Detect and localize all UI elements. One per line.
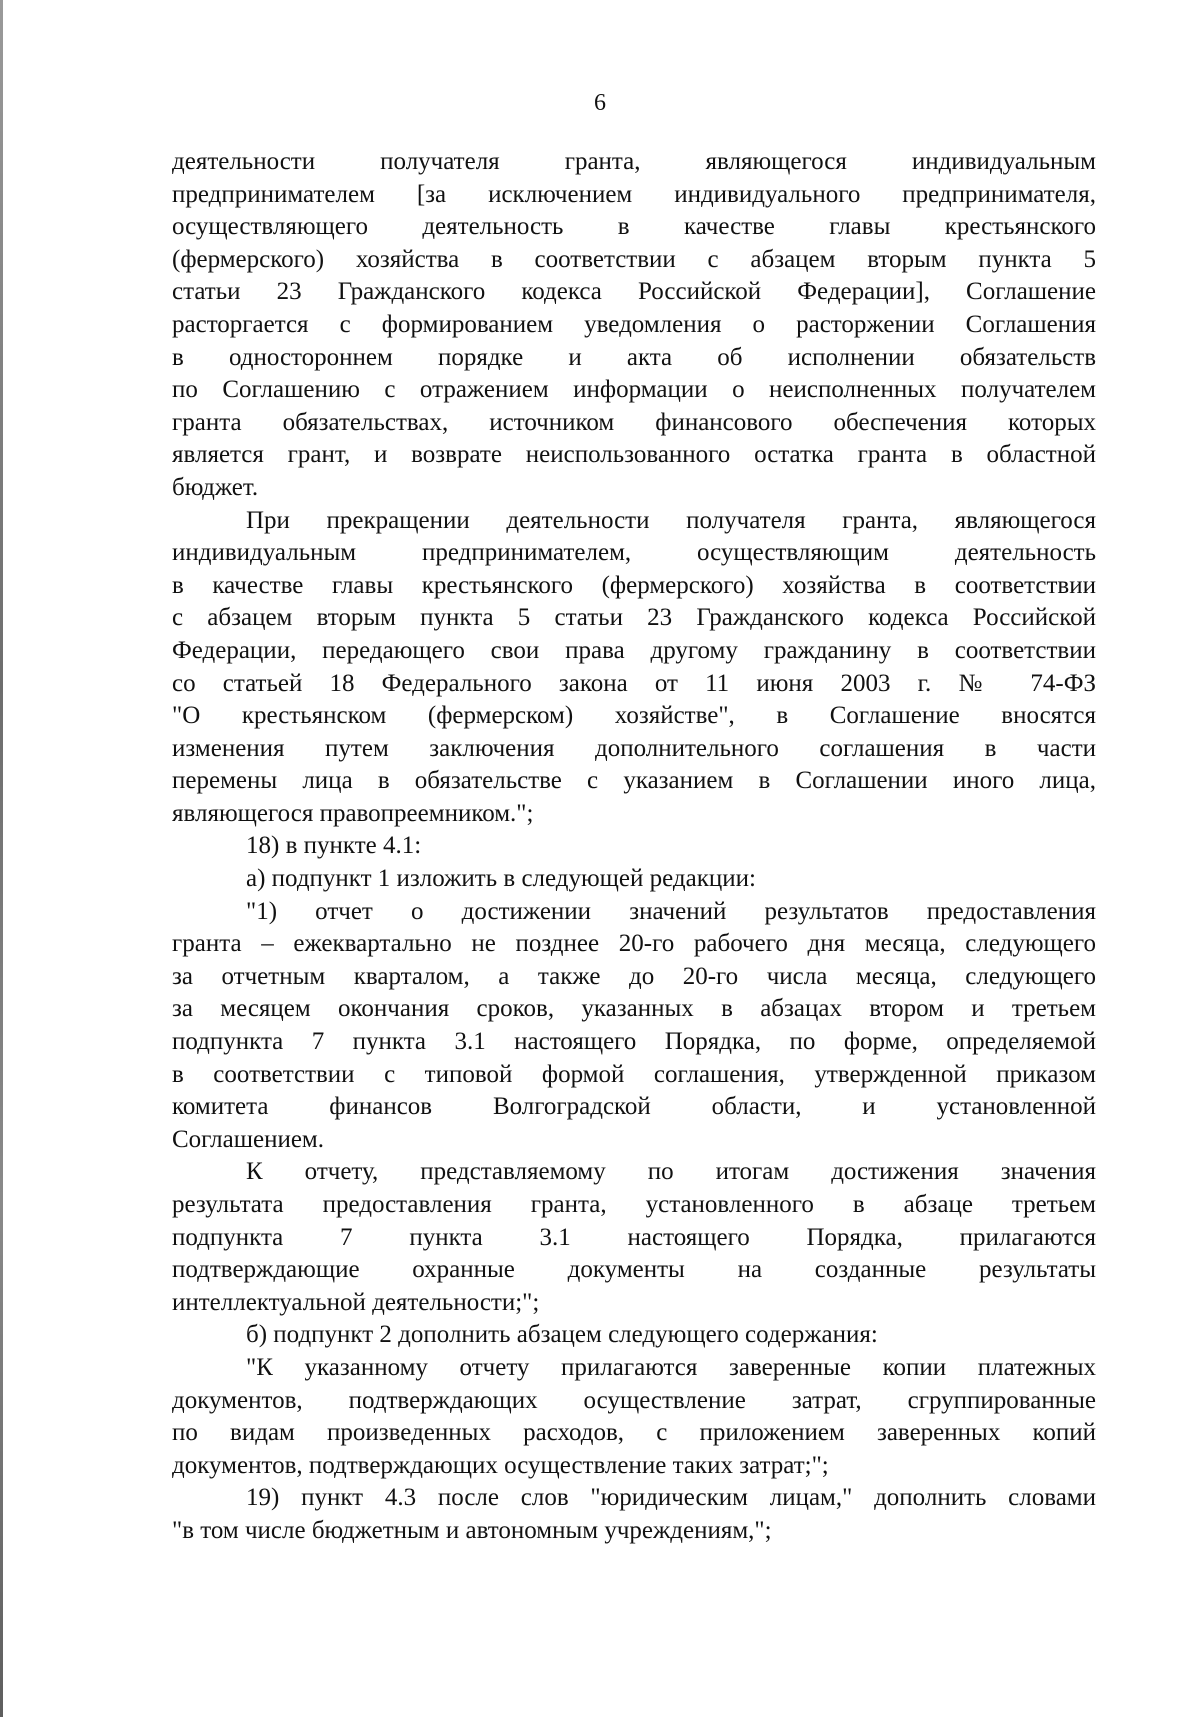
text-line: документов, подтверждающих осуществление таких затрат;"; [172, 1451, 829, 1479]
text-line: Федерации, передающего свои права другому гражданину в соответствии [172, 636, 1096, 664]
text-line: "К указанному отчету прилагаются заверенные копии платежных [246, 1353, 1096, 1381]
text-line: гранта – ежеквартально не позднее 20-го рабочего дня месяца, следующего [172, 930, 1096, 958]
text-line: документов, подтверждающих осуществление затрат, сгруппированные [172, 1386, 1096, 1414]
text-line: с абзацем вторым пункта 5 статьи 23 Гражданского кодекса Российской [172, 604, 1096, 632]
text-line: 19) пункт 4.3 после слов "юридическим лицам," дополнить словами [246, 1484, 1096, 1512]
text-line: статьи 23 Гражданского кодекса Российской Федерации], Соглашение [172, 278, 1096, 306]
text-line: предпринимателем [за исключением индивидуального предпринимателя, [172, 180, 1096, 208]
text-line: подпункта 7 пункта 3.1 настоящего Порядка, по форме, определяемой [172, 1028, 1096, 1056]
text-line: деятельности получателя гранта, являющегося индивидуальным [172, 148, 1096, 175]
text-line: К отчету, представляемому по итогам достижения значения [246, 1158, 1096, 1186]
text-line: по Соглашению с отражением информации о неисполненных получателем [172, 376, 1096, 404]
text-line: в качестве главы крестьянского (фермерского) хозяйства в соответствии [172, 571, 1096, 599]
text-line: "в том числе бюджетным и автономным учреждениям,"; [172, 1516, 772, 1544]
text-line: в одностороннем порядке и акта об исполнении обязательств [172, 343, 1096, 371]
text-line: (фермерского) хозяйства в соответствии с абзацем вторым пункта 5 [172, 245, 1096, 273]
text-line: результата предоставления гранта, установленного в абзаце третьем [172, 1191, 1096, 1218]
text-line: являющегося правопреемником."; [172, 799, 534, 827]
page-number: 6 [594, 90, 606, 116]
text-line: за месяцем окончания сроков, указанных в абзацах втором и третьем [172, 995, 1096, 1023]
text-line: подпункта 7 пункта 3.1 настоящего Порядка, прилагаются [172, 1223, 1096, 1251]
text-line: интеллектуальной деятельности;"; [172, 1288, 540, 1316]
text-line: является грант, и возврате неиспользованного остатка гранта в областной [172, 441, 1096, 469]
text-line: "1) отчет о достижении значений результатов предоставления [246, 897, 1096, 925]
scan-edge [0, 0, 3, 1717]
text-line: а) подпункт 1 изложить в следующей редакции: [246, 865, 756, 893]
text-line: При прекращении деятельности получателя гранта, являющегося [246, 506, 1096, 534]
text-line: Соглашением. [172, 1125, 325, 1153]
document-body [172, 146, 1096, 1548]
text-line: со статьей 18 Федерального закона от 11 июня 2003 г. № 74-ФЗ [172, 669, 1096, 697]
text-line: 18) в пункте 4.1: [246, 832, 422, 860]
text-line: комитета финансов Волгоградской области, и установленной [172, 1093, 1096, 1121]
text-line: гранта обязательствах, источником финансового обеспечения которых [172, 408, 1096, 436]
text-line: расторгается с формированием уведомления о расторжении Соглашения [172, 310, 1096, 338]
text-line: за отчетным кварталом, а также до 20-го числа месяца, следующего [172, 962, 1096, 990]
text-line: подтверждающие охранные документы на созданные результаты [172, 1256, 1096, 1284]
text-line: б) подпункт 2 дополнить абзацем следующего содержания: [246, 1321, 878, 1349]
text-line: по видам произведенных расходов, с приложением заверенных копий [172, 1419, 1096, 1447]
text-line: перемены лица в обязательстве с указанием в Соглашении иного лица, [172, 767, 1096, 795]
text-line: бюджет. [172, 473, 259, 501]
text-line: осуществляющего деятельность в качестве главы крестьянского [172, 213, 1096, 241]
text-line: "О крестьянском (фермерском) хозяйстве", в Соглашение вносятся [172, 702, 1096, 730]
text-line: в соответствии с типовой формой соглашения, утвержденной приказом [172, 1060, 1096, 1088]
text-line: изменения путем заключения дополнительного соглашения в части [172, 734, 1096, 762]
text-line: индивидуальным предпринимателем, осуществляющим деятельность [172, 539, 1096, 567]
